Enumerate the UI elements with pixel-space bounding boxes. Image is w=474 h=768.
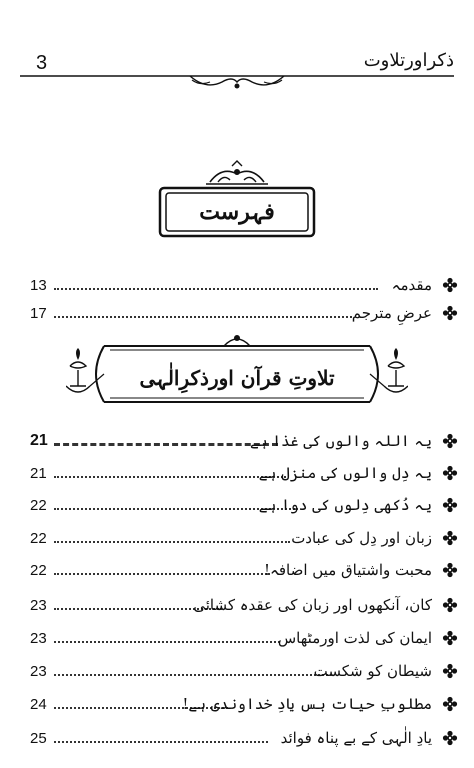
toc-entry-uqda-kushai[interactable] — [30, 590, 458, 616]
entry-page-number: 24 — [30, 696, 47, 713]
entry-page-number: 23 — [30, 630, 47, 647]
rosette-bullet-icon — [442, 663, 458, 679]
toc-entry-iman-ki-lazzat[interactable] — [30, 623, 458, 649]
entry-label: یادِ الٰہی کے بے پناہ فوائد — [280, 729, 432, 747]
toc-entry-muqaddama[interactable] — [30, 270, 458, 296]
rosette-bullet-icon — [442, 696, 458, 712]
entry-page-number: 22 — [30, 562, 47, 579]
entry-label: یہ دُکھی دِلوں کی دوا ہے — [258, 496, 432, 514]
rosette-bullet-icon — [442, 305, 458, 321]
toc-entry-allah-walon-ki-ghiza[interactable] — [30, 426, 458, 452]
toc-entry-dukhi-dilon-ki-dawa[interactable] — [30, 490, 458, 516]
leader-dots — [54, 674, 332, 676]
entry-label: عرضِ مترجم — [351, 304, 432, 322]
entry-label: مطلوبِ حیات بس یادِ خداوندی ہے! — [182, 695, 432, 713]
entry-page-number: 13 — [30, 277, 47, 294]
leader-dots — [54, 641, 280, 643]
entry-page-number: 22 — [30, 497, 47, 514]
entry-label: مقدمہ — [391, 276, 432, 294]
entry-label: محبت واشتیاق میں اضافہ! — [264, 561, 432, 579]
entry-page-number: 21 — [30, 432, 48, 449]
entry-label: یہ اللہ والوں کی غذا ہے — [249, 432, 432, 450]
leader-dots — [54, 443, 278, 446]
toc-entry-yaad-e-ilahi-ke-fawaid[interactable] — [30, 723, 458, 749]
rosette-bullet-icon — [442, 433, 458, 449]
rosette-bullet-icon — [442, 277, 458, 293]
header-rule-ornament — [20, 72, 454, 96]
entry-page-number: 25 — [30, 730, 47, 747]
entry-label: زبان اور دِل کی عبادت — [291, 529, 432, 547]
entry-page-number: 21 — [30, 465, 47, 482]
entry-label: ایمان کی لذت اورمٹھاس — [277, 629, 432, 647]
rosette-bullet-icon — [442, 630, 458, 646]
rosette-bullet-icon — [442, 730, 458, 746]
rosette-bullet-icon — [442, 597, 458, 613]
toc-entry-mohabbat-mein-izafa[interactable] — [30, 555, 458, 581]
entry-page-number: 17 — [30, 305, 47, 322]
toc-entry-dil-walon-ki-manzil[interactable] — [30, 458, 458, 484]
entry-page-number: 23 — [30, 663, 47, 680]
toc-entry-matloob-e-hayat[interactable] — [30, 689, 458, 715]
leader-dots — [54, 316, 352, 318]
entry-page-number: 22 — [30, 530, 47, 547]
toc-entry-arz-e-mutarjim[interactable] — [30, 298, 458, 324]
section-title: تلاوتِ قرآن اورذکرِالٰہی — [139, 366, 335, 390]
entry-label: کان، آنکھوں اور زبان کی عقدہ کشائی — [193, 596, 432, 614]
rosette-bullet-icon — [442, 465, 458, 481]
toc-entry-shaitan-ko-shikast[interactable] — [30, 656, 458, 682]
leader-dots — [54, 573, 270, 575]
running-title: ذکراورتلاوت — [363, 50, 454, 71]
leader-dots — [54, 541, 290, 543]
rosette-bullet-icon — [442, 562, 458, 578]
toc-entry-zaban-aur-dil-ki-ibadat[interactable] — [30, 523, 458, 549]
entry-page-number: 23 — [30, 597, 47, 614]
page-number: 3 — [36, 52, 48, 74]
entry-label: شیطان کو شکست — [313, 662, 432, 680]
leader-dots — [54, 741, 268, 743]
entry-label: یہ دِل والوں کی منزل ہے — [258, 464, 432, 482]
rosette-bullet-icon — [442, 497, 458, 513]
leader-dots — [54, 288, 378, 290]
toc-title: فہرست — [199, 199, 275, 225]
leader-dots — [54, 476, 286, 478]
rosette-bullet-icon — [442, 530, 458, 546]
